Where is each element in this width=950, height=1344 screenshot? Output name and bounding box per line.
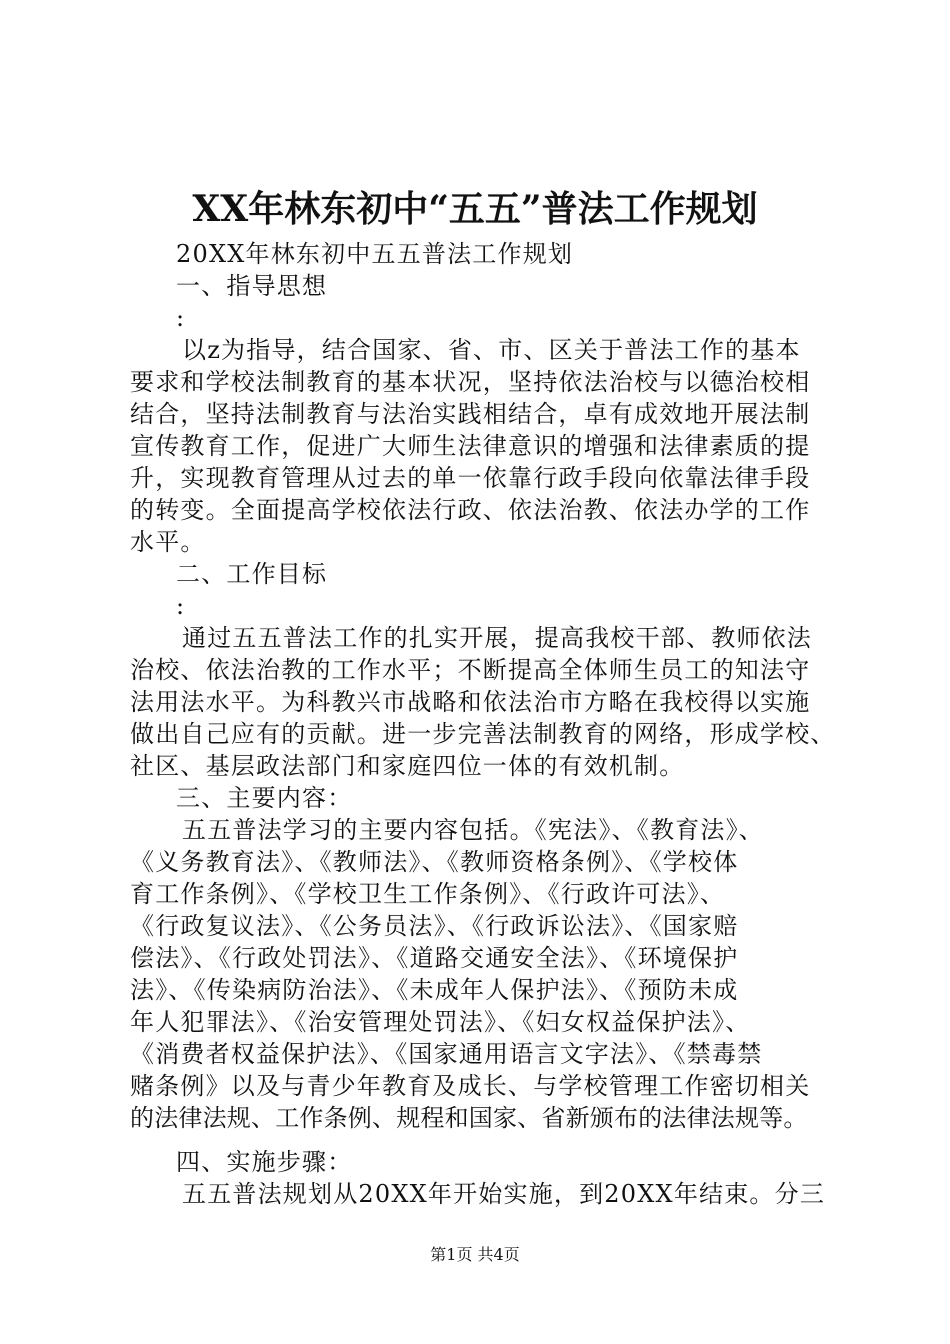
text-line: : bbox=[176, 592, 186, 620]
text-line: 《行政复议法》、《公务员法》、《行政诉讼法》、《国家赔 bbox=[130, 912, 739, 940]
text-line: 法用法水平。为科教兴市战略和依法治市方略在我校得以实施 bbox=[130, 688, 811, 716]
text-line: 社区、基层政法部门和家庭四位一体的有效机制。 bbox=[130, 752, 685, 780]
text-line: 五五普法规划从20XX年开始实施，到20XX年结束。分三 bbox=[182, 1180, 826, 1208]
text-line: 育工作条例》、《学校卫生工作条例》、《行政许可法》、 bbox=[130, 880, 726, 908]
text-line: 《消费者权益保护法》、《国家通用语言文字法》、《禁毒禁 bbox=[130, 1040, 763, 1068]
text-line: 赌条例》以及与青少年教育及成长、与学校管理工作密切相关 bbox=[130, 1072, 811, 1100]
text-line: 升，实现教育管理从过去的单一依靠行政手段向依靠法律手段 bbox=[130, 464, 811, 492]
text-line: 《义务教育法》、《教师法》、《教师资格条例》、《学校体 bbox=[130, 848, 739, 876]
text-line: 宣传教育工作，促进广大师生法律意识的增强和法律素质的提 bbox=[130, 432, 811, 460]
doc-subtitle: 20XX年林东初中五五普法工作规划 bbox=[176, 240, 574, 268]
text-line: 五五普法学习的主要内容包括。《宪法》、《教育法》、 bbox=[182, 816, 764, 844]
text-line: 水平。 bbox=[130, 528, 206, 556]
page-number-footer: 第1页 共4页 bbox=[430, 1245, 520, 1264]
text-line: 年人犯罪法》、《治安管理处罚法》、《妇女权益保护法》、 bbox=[130, 1008, 751, 1036]
text-line: 的法律法规、工作条例、规程和国家、省新颁布的法律法规等。 bbox=[130, 1104, 808, 1132]
text-line: 结合，坚持法制教育与法治实践相结合，卓有成效地开展法制 bbox=[130, 400, 811, 428]
text-line: 偿法》、《行政处罚法》、《道路交通安全法》、《环境保护 bbox=[130, 944, 739, 972]
text-line: 要求和学校法制教育的基本状况，坚持依法治校与以德治校相 bbox=[130, 368, 811, 396]
section-heading: 四、实施步骤： bbox=[176, 1148, 353, 1176]
text-line: : bbox=[176, 304, 186, 332]
text-line: 的转变。全面提高学校依法行政、依法治教、依法办学的工作 bbox=[130, 496, 811, 524]
text-line: 法》、《传染病防治法》、《未成年人保护法》、《预防未成 bbox=[130, 976, 739, 1004]
section-heading: 二、工作目标 bbox=[176, 560, 328, 588]
page-title: XX年林东初中“五五”普法工作规划 bbox=[192, 188, 758, 230]
section-heading: 一、指导思想 bbox=[176, 272, 328, 300]
section-heading: 三、主要内容： bbox=[176, 784, 353, 812]
text-line: 做出自己应有的贡献。进一步完善法制教育的网络，形成学校、 bbox=[130, 720, 836, 748]
text-line: 治校、依法治教的工作水平；不断提高全体师生员工的知法守 bbox=[130, 656, 811, 684]
text-line: 通过五五普法工作的扎实开展，提高我校干部、教师依法 bbox=[182, 624, 812, 652]
text-line: 以z为指导，结合国家、省、市、区关于普法工作的基本 bbox=[182, 336, 801, 364]
